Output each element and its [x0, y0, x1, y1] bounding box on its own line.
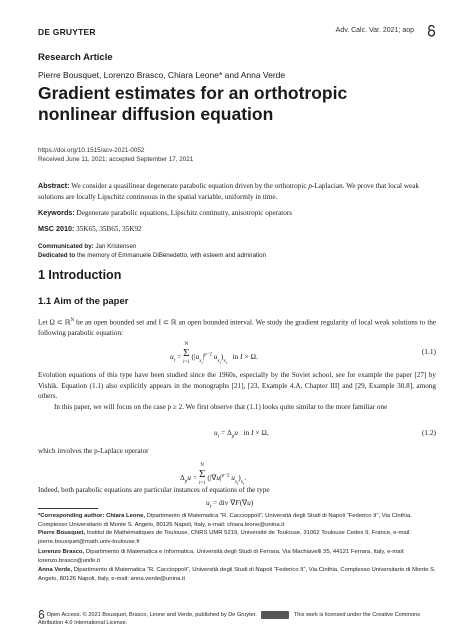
received-dates: Received June 11, 2021; accepted September 17, 2021: [38, 156, 194, 163]
msc-classification: [38, 224, 142, 233]
license-text-b: This work is licensed under the Creative Commons Attribution 4.0 International License.: [38, 611, 421, 626]
article-meta: [38, 146, 193, 164]
keywords-label: Keywords:: [38, 208, 75, 217]
cc-by-badge-icon: [261, 611, 289, 619]
footnote-verde: Anna Verde, Dipartimento di Matematica “R. Caccioppoli”, Università degli Studi di Napoli “Federico II”, Via Cinthia, Complesso Universitario di Monte S. Angelo, 80126 Napoli, Italy, e-mail: anna.verde@unina.it: [38, 567, 436, 582]
section-heading: 1 Introduction: [38, 268, 122, 282]
abstract-label: Abstract:: [38, 181, 70, 190]
footnote-corresponding-author: *Corresponding author: Chiara Leone, Dipartimento di Matematica “R. Caccioppoli”, Università degli Studi di Napoli “Federico II”, Via Cinthia, Complesso Universitario di Monte S. Angelo, 80126 Napoli, Italy, e-mail: chiara.leone@unina.it: [38, 513, 412, 528]
equation-number-1-1: (1.1): [421, 347, 436, 356]
open-access-icon: [427, 25, 436, 37]
license-text-a: Open Access. © 2021 Bousquet, Brasco, Leone and Verde, published by De Gruyter.: [46, 611, 257, 618]
keywords: [38, 208, 436, 217]
msc-label: MSC 2010:: [38, 224, 75, 233]
license-notice: [38, 610, 443, 627]
title-line-1: Gradient estimates for an orthotropic: [38, 83, 348, 103]
communicated-name: Jan Kristensen: [95, 243, 137, 250]
author-list: Pierre Bousquet, Lorenzo Brasco, Chiara Leone* and Anna Verde: [38, 70, 286, 80]
journal-reference: Adv. Calc. Var. 2021; aop: [335, 27, 414, 34]
intro-paragraph-3: In this paper, we will focus on the case p ≥ 2. We first observe that (1.1) looks quite similar to the more familiar one: [54, 403, 388, 411]
dedication-label: Dedicated to: [38, 252, 76, 259]
doi-link[interactable]: https://doi.org/10.1515/acv-2021-0052: [38, 147, 145, 154]
p-laplace-definition: $\Delta_pu$ = N Σ i=1 ($|\nabla u|^{p-2}$ $u_{x_i})_{x_i}$.: [180, 463, 247, 486]
article-title: [38, 83, 438, 125]
intro-paragraph-5: Indeed, both parabolic equations are particular instances of equations of the type: [38, 486, 270, 494]
footnote-brasco: Lorenzo Brasco, Dipartimento di Matematica e Informatica, Università degli Studi di Ferrara, Via Machiavelli 35, 44121 Ferrara, Italy, e-mail: lorenzo.brasco@unife.it: [38, 549, 405, 564]
equation-1-1: $u_t$ = N Σ i=1 ($|u_{x_i}|^{p-2}$ $u_{x_i})_{x_i}$ in I × Ω.: [170, 342, 258, 365]
publisher-name: DE GRUYTER: [38, 27, 96, 37]
title-line-2: nonlinear diffusion equation: [38, 104, 274, 124]
article-type: Research Article: [38, 52, 113, 63]
intro-paragraph-1: Let Ω ⊂ ℝ$^N$ be an open bounded set and I ⊂ ℝ an open bounded interval. We study the gradient regularity of local weak solutions to the following parabolic equation:: [38, 318, 436, 337]
intro-paragraph-4: which involves the p-Laplace operator: [38, 447, 149, 455]
footnote-bousquet: Pierre Bousquet, Institut de Mathématiques de Toulouse, CNRS UMR 5219, Université de Toulouse, 31062 Toulouse Cedex 9, France, e-mail: pierre.bousquet@math.univ-toulouse.fr: [38, 530, 411, 545]
abstract-text-b: -Laplacian. We prove that local weak solutions are locally Lipschitz continuous in the spatial variable, uniformly in time.: [38, 182, 420, 201]
communicated-label: Communicated by:: [38, 243, 94, 250]
communication-info: [38, 242, 266, 260]
intro-paragraph-2: Evolution equations of this type have been studied since the 1960s, especially by the Soviet school, see for example the paper [27] by Vishik. Equation (1.1) also explicitly appears in the monographs [21], [23, Example 4.A, Chapter III] and [29, Example 30.8], among others.: [38, 371, 436, 400]
abstract-text-a: We consider a quasilinear degenerate parabolic equation driven by the orthotropic: [71, 182, 309, 190]
keywords-text: Degenerate parabolic equations, Lipschitz continuity, anisotropic operators: [76, 209, 293, 217]
dedication-text: the memory of Emmanuele DiBenedetto, with esteem and admiration: [76, 252, 267, 259]
equation-1-2: $u_t = \Delta_pu$ in I × Ω,: [214, 428, 269, 440]
equation-number-1-2: (1.2): [421, 428, 436, 437]
msc-codes: 35K65, 35B65, 35K92: [76, 225, 142, 233]
footnote-divider: [38, 508, 98, 509]
general-equation: $u_t$ = div ∇F(∇u): [206, 498, 254, 510]
abstract: Abstract: We consider a quasilinear degenerate parabolic equation driven by the orthotropic p-Laplacian. We prove that local weak solutions are locally Lipschitz continuous in the spatial variable, uniformly in time.: [38, 181, 420, 201]
subsection-heading: 1.1 Aim of the paper: [38, 296, 129, 307]
open-access-small-icon: [38, 610, 45, 619]
